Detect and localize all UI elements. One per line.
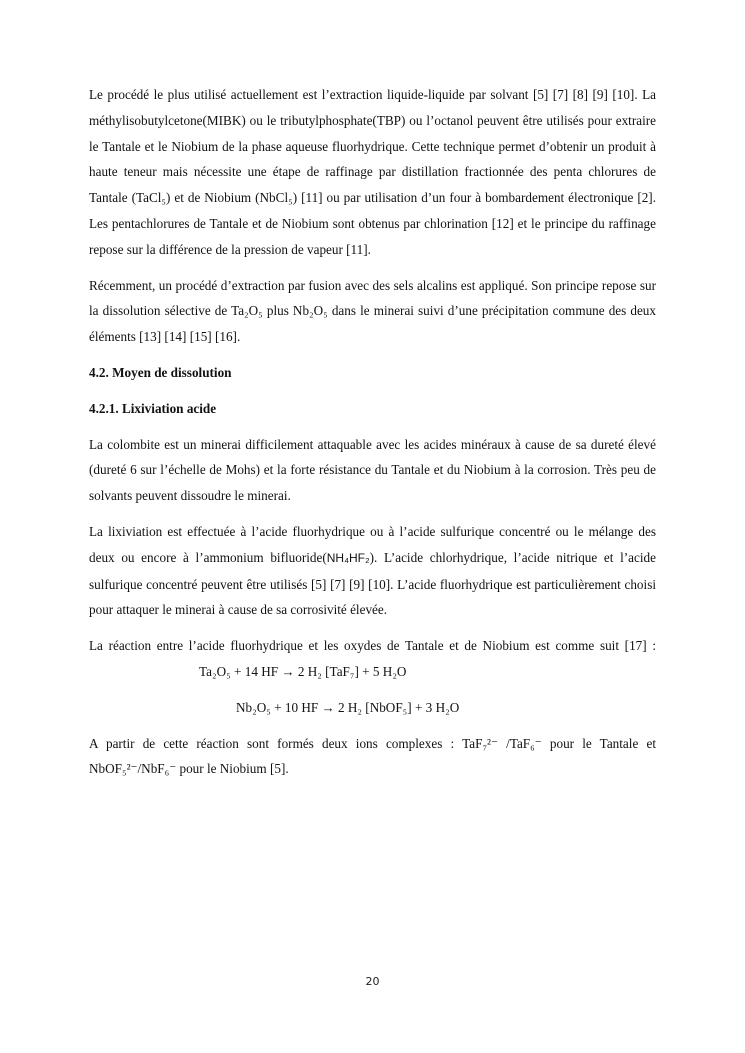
ion-nbof5: NbOF₅²⁻ bbox=[89, 761, 138, 777]
document-body bbox=[89, 82, 656, 792]
paragraph-complex-ions bbox=[89, 731, 656, 783]
ion-separator: / bbox=[137, 761, 142, 777]
lixiviation-text-start: La lixiviation est effectuée à l’acide fluorhydrique ou à l’acide sulfurique concentré ou le mélange des deux ou encore à l’ammonium bifluoride( bbox=[89, 523, 656, 565]
complex-ions-intro: A partir de cette réaction sont formés deux ions complexes : bbox=[89, 735, 455, 751]
paragraph-alkaline-fusion: Récemment, un procédé d’extraction par fusion avec des sels alcalins est appliqué. Son principe repose sur la dissolution sélective de Ta₂O₅ plus Nb₂O₅ dans le minerai suivi d’une précipitation commune des deux éléments [13] [14] [15] [16]. bbox=[89, 277, 656, 345]
ion-taf6: TaF₆⁻ bbox=[509, 735, 542, 751]
lixiviation-text-end: ). L’acide chlorhydrique, l’acide nitrique et l’acide sulfurique concentré peuvent être utilisés [5] [7] [9] [10]. L’acide fluorhydrique est particulièrement choisi pour attaquer le minerai à cause de sa corrosivité élevée. bbox=[89, 549, 656, 618]
equation-niobium: Nb₂O₅ + 10 HF → 2 H₂ [NbOF₅] + 3 H₂O bbox=[236, 699, 460, 715]
ion-taf7: TaF₇²⁻ bbox=[462, 735, 498, 751]
complex-ions-tantale: pour le Tantale et bbox=[541, 735, 656, 751]
ion-separator: / bbox=[497, 735, 510, 751]
paragraph-reaction bbox=[89, 633, 656, 685]
reaction-intro: La réaction entre l’acide fluorhydrique et les oxydes de Tantale et de Niobium est comme suit [17] : bbox=[89, 638, 656, 654]
ion-nbf6: NbF₆⁻ bbox=[141, 761, 177, 777]
page-number: 20 bbox=[365, 975, 380, 988]
paragraph-lixiviation bbox=[89, 519, 656, 623]
ammonium-bifluoride-formula: NH₄HF₂ bbox=[326, 550, 370, 565]
subsection-heading: 4.2.1. Lixiviation acide bbox=[89, 400, 217, 416]
section-heading: 4.2. Moyen de dissolution bbox=[89, 364, 232, 380]
paragraph-colombite: La colombite est un minerai difficilement attaquable avec les acides minéraux à cause de sa dureté élevé (dureté 6 sur l’échelle de Mohs) et la forte résistance du Tantale et du Niobium à la corrosion. Très peu de solvants peuvent dissoudre le minerai. bbox=[89, 436, 656, 504]
paragraph-extraction: Le procédé le plus utilisé actuellement est l’extraction liquide-liquide par solvant [5] [7] [8] [9] [10]. La méthylisobutylcetone(MIBK) ou le tributylphosphate(TBP) ou l’octanol peuvent être utilisés pour extraire le Tantale et le Niobium de la phase aqueuse fluorhydrique. Cette technique permet d’obtenir un produit à haute teneur mais nécessite une étape de raffinage par distillation fractionnée des penta chlorures de Tantale (TaCl₅) et de Niobium (NbCl₅) [11] ou par utilisation d’un four à bombardement électronique [2]. Les pentachlorures de Tantale et de Niobium sont obtenus par chlorination [12] et le principe du raffinage repose sur la différence de la pression de vapeur [11]. bbox=[89, 87, 656, 257]
complex-ions-niobium: pour le Niobium [5]. bbox=[176, 761, 289, 777]
equation-tantalum: Ta₂O₅ + 14 HF → 2 H₂ [TaF₇] + 5 H₂O bbox=[199, 663, 407, 679]
